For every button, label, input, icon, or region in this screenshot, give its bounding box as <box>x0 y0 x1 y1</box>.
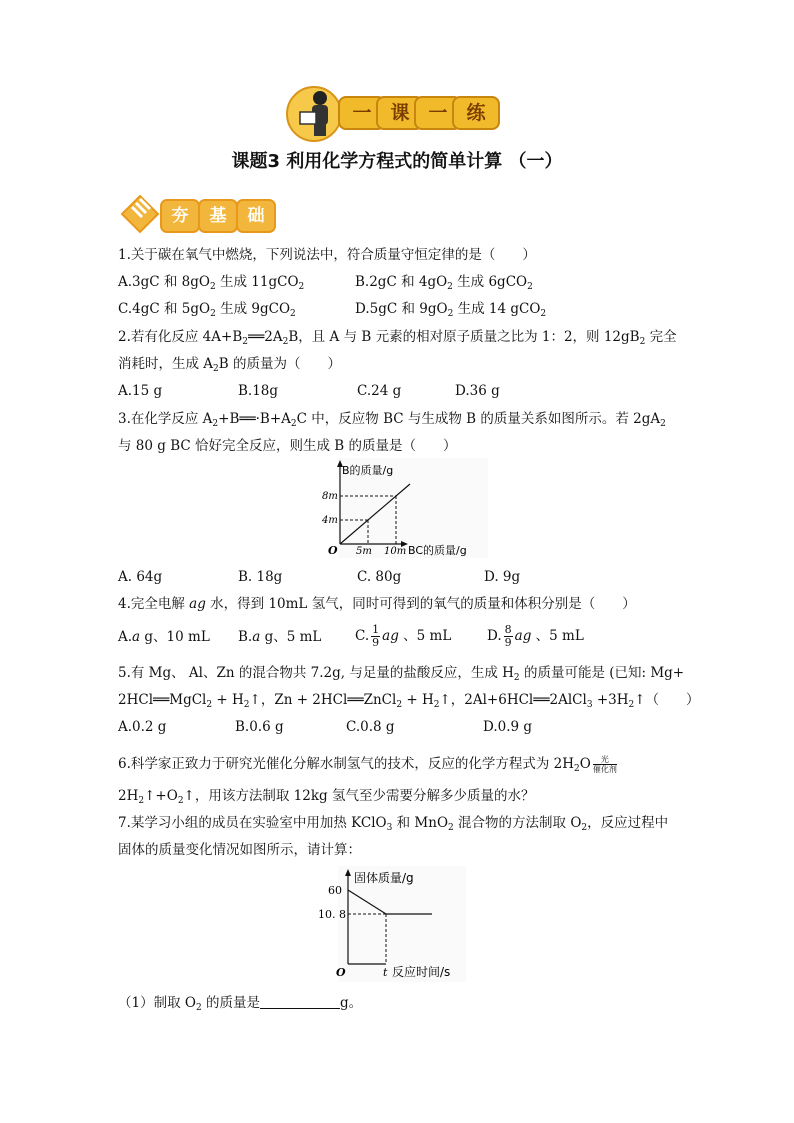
q5-stem: 5.有 Mg、 Al、Zn 的混合物共 7.2g, 与足量的盐酸反应，生成 $H_2$ 的质量可能是 (已知: Mg+ <box>118 665 685 683</box>
q3-tick-4m: 4m <box>322 515 338 526</box>
q1-stem: 1.关于碳在氧气中燃烧，下列说法中，符合质量守恒定律的是（ ） <box>118 247 536 263</box>
section-char-3: 础 <box>236 199 276 233</box>
q2-stem-line2: 消耗时，生成 $A_2B$ 的质量为（ ） <box>118 356 341 374</box>
section-char-1: 夯 <box>160 199 200 233</box>
q1-option-a: A.3gC 和 $8gO_2$ 生成 11gCO$_2$ <box>118 274 305 292</box>
q7-tick-10.8: 10. 8 <box>318 908 346 921</box>
banner-char-2: 课 <box>376 96 424 130</box>
q4-option-a: A.a g、10 mL <box>118 629 210 645</box>
q3-option-c: C. 80g <box>357 569 402 585</box>
banner-char-1: 一 <box>338 96 386 130</box>
banner-char-3: 一 <box>414 96 462 130</box>
q7-ylabel: 固体质量/g <box>354 871 414 885</box>
section-logo-icon <box>118 193 162 235</box>
q7-origin: O <box>336 966 346 979</box>
q2-option-d: D.36 g <box>455 383 500 399</box>
q6-reaction-condition: 光 催化剂 <box>592 755 617 774</box>
q3-origin: O <box>328 544 338 557</box>
reading-person-icon <box>292 86 338 138</box>
q4-option-d: D. $\frac{8}{9}$ ag 、5 mL <box>487 623 584 649</box>
page-title: 课题3 利用化学方程式的简单计算 （一） <box>231 151 563 172</box>
q3-stem-line2: 与 80 g BC 恰好完全反应，则生成 B 的质量是（ ） <box>118 438 457 454</box>
q4-stem: 4.完全电解 ag 水，得到 10mL 氢气，同时可得到的氧气的质量和体积分别是（ ） <box>118 596 636 612</box>
q7-graph <box>318 866 468 982</box>
q1-option-d: D.5gC 和 $9gO_2$ 生成 14 gCO$_2$ <box>355 301 547 319</box>
q3-stem: 3.在化学反应 $A_2+B══\cdot B+A_2C$ 中，反应物 BC 与生成物 B 的质量关系如图所示。若 $2gA_2$ <box>118 411 666 429</box>
q1-option-b: B.2gC 和 $4gO_2$ 生成 6gCO$_2$ <box>355 274 533 292</box>
q6-stem-line2: $2H_2↑+O_2↑$，用该方法制取 12kg 氢气至少需要分解多少质量的水？ <box>118 788 535 806</box>
q5-option-d: D.0.9 g <box>483 719 533 735</box>
q3-option-b: B. 18g <box>238 569 283 585</box>
q2-option-c: C.24 g <box>357 383 402 399</box>
q7-stem: 7.某学习小组的成员在实验室中用加热 KClO$_3$ 和 MnO$_2$ 混合物的方法制取 $O_2$，反应过程中 <box>118 815 669 833</box>
q7-tick-60: 60 <box>328 884 342 897</box>
q4-option-c: C. $\frac{1}{9}$ ag 、5 mL <box>355 623 452 649</box>
q3-option-a: A. 64g <box>118 569 163 585</box>
q4-option-b: B.a g、5 mL <box>238 629 322 645</box>
q5-option-b: B.0.6 g <box>235 719 284 735</box>
q5-stem-line2: 2HCl══MgCl$_2$ + $H_2↑$，Zn + 2HCl══ZnCl$_2$ + $H_2↑$，2Al+6HCl══2AlCl$_3$ $+3H_2↑$（ ） <box>118 692 700 710</box>
q3-option-d: D. 9g <box>484 569 521 585</box>
q3-tick-8m: 8m <box>322 491 338 502</box>
q7-stem-line2: 固体的质量变化情况如图所示，请计算： <box>118 842 361 858</box>
q3-xlabel: BC的质量/g <box>408 544 467 557</box>
q7-tick-t: t <box>383 966 388 979</box>
q7-xlabel: 反应时间/s <box>392 965 451 979</box>
q2-option-b: B.18g <box>238 383 279 399</box>
q3-graph <box>318 458 488 558</box>
q3-ylabel: B的质量/g <box>342 464 394 477</box>
q3-tick-10m: 10m <box>384 546 407 557</box>
q3-tick-5m: 5m <box>356 546 372 557</box>
q2-stem: 2.若有化反应 $4A+B_2══2A_2B$，且 A 与 B 元素的相对原子质量之比为 1：2，则 $12gB_2$ 完全 <box>118 329 677 347</box>
q2-option-a: A.15 g <box>118 383 163 399</box>
section-char-2: 基 <box>198 199 238 233</box>
q1-option-c: C.4gC 和 $5gO_2$ 生成 9gCO$_2$ <box>118 301 296 319</box>
q7-sub1: （1）制取 $O_2$ 的质量是 g。 <box>118 995 363 1013</box>
q6-stem: 6.科学家正致力于研究光催化分解水制氢气的技术，反应的化学方程式为 $2H_2O$ 光 催化剂 <box>118 755 617 774</box>
q5-option-c: C.0.8 g <box>346 719 395 735</box>
q7-answer-blank[interactable] <box>260 995 340 1009</box>
banner-char-4: 练 <box>452 96 500 130</box>
q5-option-a: A.0.2 g <box>118 719 167 735</box>
